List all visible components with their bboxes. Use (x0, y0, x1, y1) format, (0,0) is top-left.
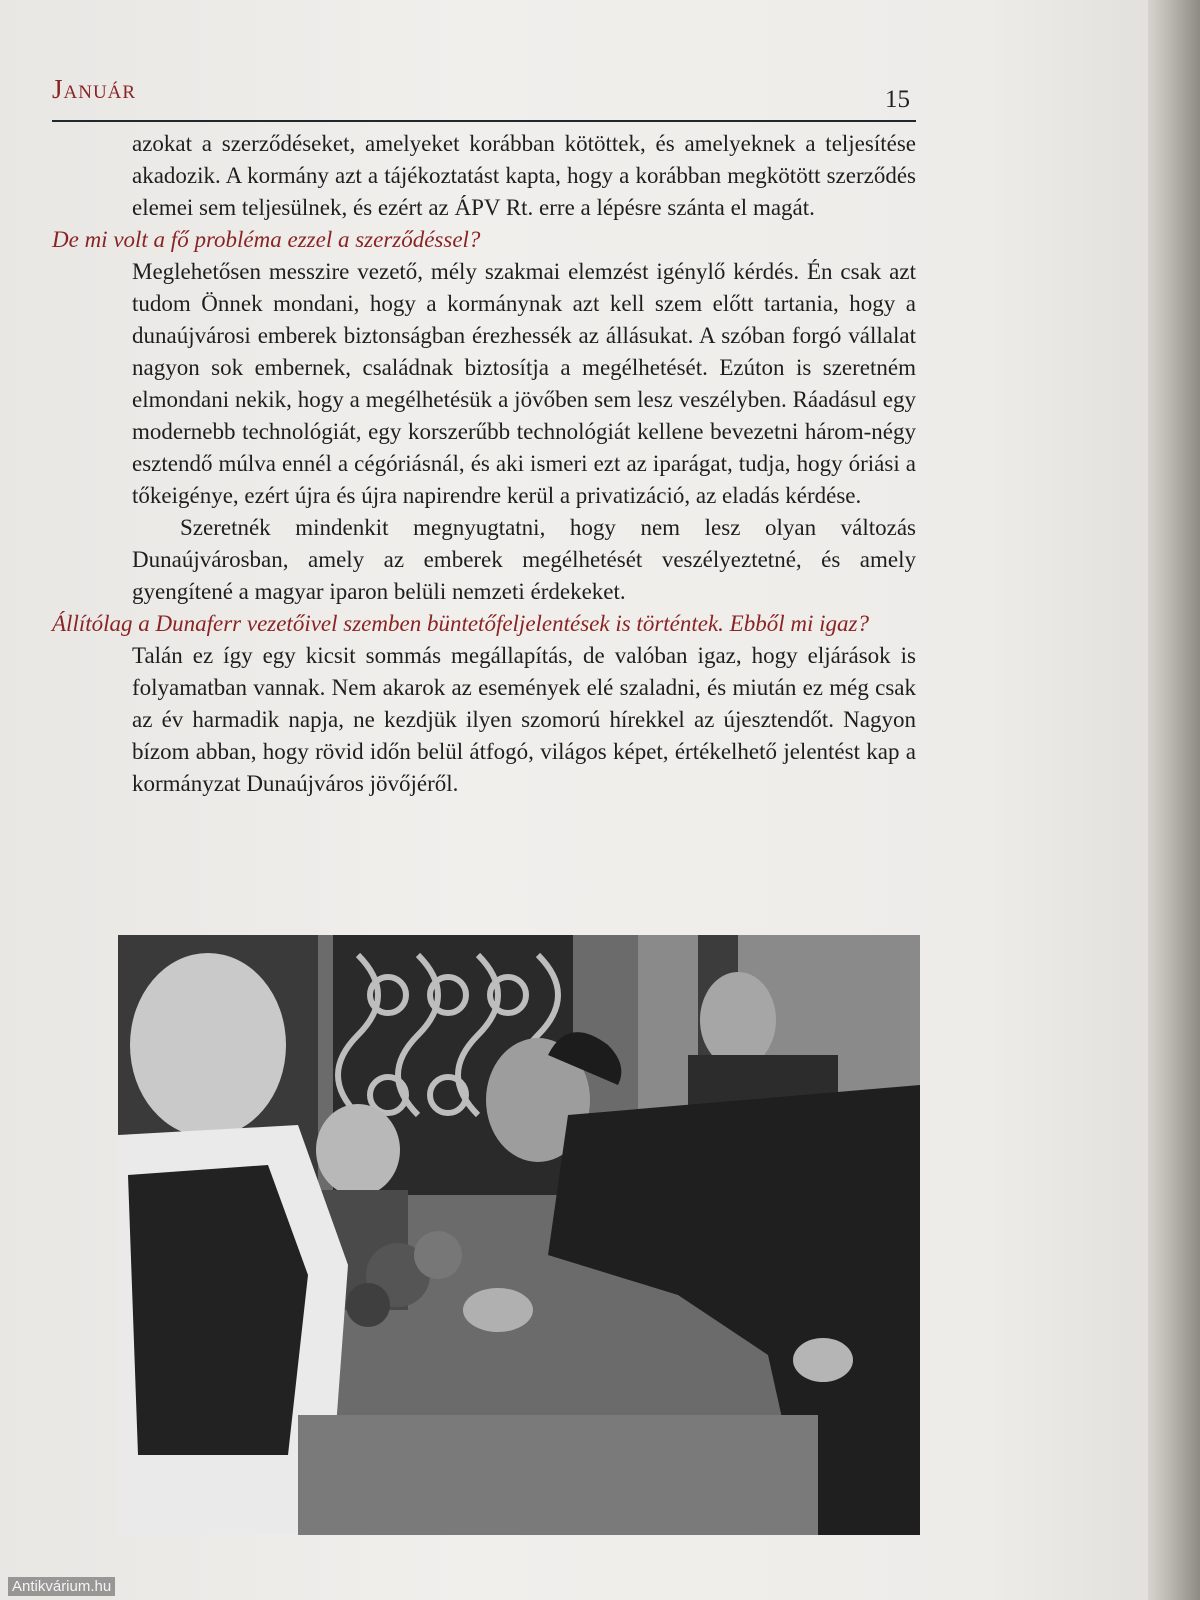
answer-paragraph: azokat a szerződéseket, amelyeket korábban kötöttek, és amelyeknek a teljesítése akadozik. A kormány azt a tájékoztatást kapta, hogy a korábban megkötött szerződés elemei sem teljesülnek, és ezért az ÁPV Rt. erre a lépésre szánta el magát. (132, 131, 916, 220)
black-white-photo (118, 935, 920, 1535)
question-heading: De mi volt a fő probléma ezzel a szerződéssel? (52, 227, 481, 252)
answer-paragraph: Szeretnék mindenkit megnyugtatni, hogy nem lesz olyan változás Dunaújvárosban, amely az emberek megélhetését veszélyeztetné, és amely gyengítené a magyar iparon belüli nemzeti érdekeket. (132, 515, 916, 604)
interview-text (52, 128, 916, 800)
book-spine-edge (1148, 0, 1200, 1600)
header-rule (52, 120, 916, 122)
chapter-title: Január (52, 74, 137, 104)
question-heading: Állítólag a Dunaferr vezetőivel szemben büntetőfeljelentések is történtek. Ebből mi igaz? (52, 611, 869, 636)
answer-paragraph: Talán ez így egy kicsit sommás megállapítás, de valóban igaz, hogy eljárások is folyamatban vannak. Nem akarok az események elé szaladni, és miután ez még csak az év harmadik napja, ne kezdjük ilyen szomorú hírekkel az újesztendőt. Nagyon bízom abban, hogy rövid időn belül átfogó, világos képet, értékelhető jelentést kap a kormányzat Dunaújváros jövőjéről. (132, 643, 916, 796)
page-number: 15 (885, 86, 910, 113)
answer-paragraph: Meglehetősen messzire vezető, mély szakmai elemzést igénylő kérdés. Én csak azt tudom Önnek mondani, hogy a kormánynak azt kell szem előtt tartania, hogy a dunaújvárosi emberek biztonságban érezhessék az állásukat. A szóban forgó vállalat nagyon sok embernek, családnak biztosítja a megélhetését. Ezúton is szeretném elmondani nekik, hogy a megélhetésük a jövőben sem lesz veszélyben. Ráadásul egy modernebb technológiát, egy korszerűbb technológiát kellene bevezetni három-négy esztendő múlva ennél a cégóriásnál, és aki ismeri ezt az iparágat, tudja, hogy óriási a tőkeigénye, ezért újra és újra napirendre kerül a privatizáció, az eladás kérdése. (132, 259, 916, 508)
photo-illustration (118, 935, 920, 1535)
watermark-text: Antikvárium.hu (8, 1577, 115, 1596)
